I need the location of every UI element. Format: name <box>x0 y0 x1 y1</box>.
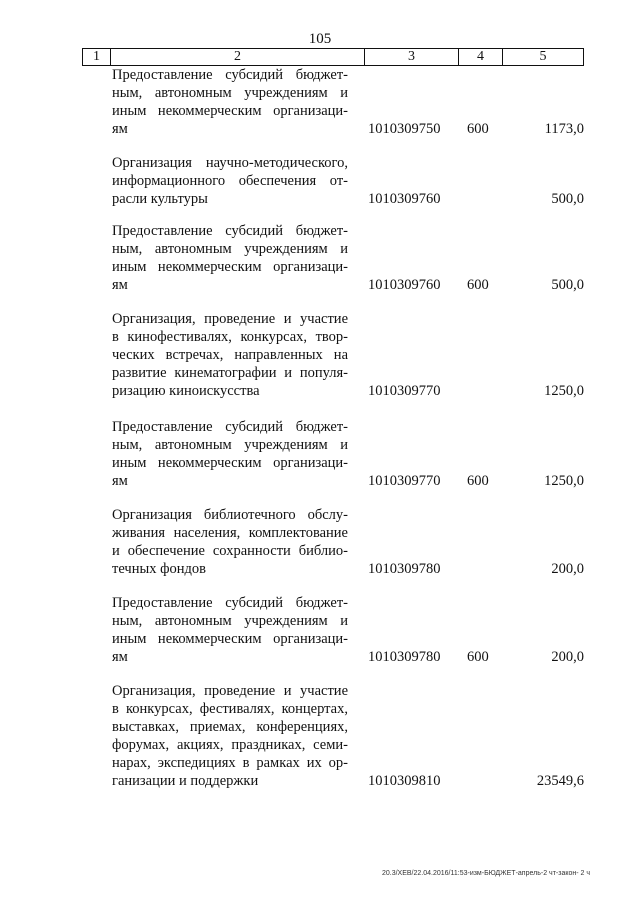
row-description <box>112 682 348 790</box>
description-line: Предоставление субсидий бюджет- <box>112 419 348 435</box>
description-line: ям <box>112 473 128 489</box>
expense-type-code: 600 <box>467 473 489 489</box>
amount-value: 500,0 <box>551 191 584 207</box>
description-line: выставках, приемах, конференциях, <box>112 719 348 735</box>
row-description <box>112 506 348 578</box>
target-code: 1010309770 <box>368 383 441 399</box>
amount-value: 1173,0 <box>544 121 584 137</box>
row-description <box>112 222 348 294</box>
target-code: 1010309750 <box>368 121 441 137</box>
description-line: Организация библиотечного обслу- <box>112 507 348 523</box>
amount-value: 23549,6 <box>536 773 584 789</box>
description-line: течных фондов <box>112 561 206 577</box>
description-line: ческих встречах, направленных на <box>112 347 348 363</box>
page-number: 105 <box>308 31 332 47</box>
description-line: расли культуры <box>112 191 208 207</box>
description-line: в кинофестивалях, конкурсах, твор- <box>112 329 348 345</box>
expense-type-code: 600 <box>467 649 489 665</box>
description-line: ным, автономным учреждениям и <box>112 241 348 257</box>
footer-stamp: 20.3/ХЕВ/22.04.2016/11:53-изм-БЮДЖЕТ-апрель-2 чт-закон- 2 ч <box>381 870 590 877</box>
description-line: развитие кинематографии и популя- <box>112 365 348 381</box>
row-description <box>112 154 348 208</box>
description-line: Организация научно-методического, <box>112 155 348 171</box>
description-line: ным, автономным учреждениям и <box>112 613 348 629</box>
description-line: ным, автономным учреждениям и <box>112 437 348 453</box>
description-line: Предоставление субсидий бюджет- <box>112 223 348 239</box>
amount-value: 500,0 <box>551 277 584 293</box>
description-line: иным некоммерческим организаци- <box>112 103 348 119</box>
column-header-3: 3 <box>365 49 459 65</box>
amount-value: 200,0 <box>551 561 584 577</box>
description-line: Предоставление субсидий бюджет- <box>112 67 348 83</box>
description-line: ям <box>112 121 128 137</box>
column-header-5: 5 <box>539 49 547 64</box>
description-line: и обеспечение сохранности библио- <box>112 543 348 559</box>
expense-type-code: 600 <box>467 121 489 137</box>
row-description <box>112 594 348 666</box>
target-code: 1010309810 <box>368 773 441 789</box>
description-line: ям <box>112 277 128 293</box>
column-header-4: 4 <box>459 49 503 65</box>
target-code: 1010309780 <box>368 561 441 577</box>
description-line: иным некоммерческим организаци- <box>112 631 348 647</box>
description-line: ям <box>112 649 128 665</box>
description-line: живания населения, комплектование <box>112 525 348 541</box>
amount-value: 1250,0 <box>544 473 584 489</box>
expense-type-code: 600 <box>467 277 489 293</box>
table-header <box>82 48 584 66</box>
description-line: ным, автономным учреждениям и <box>112 85 348 101</box>
target-code: 1010309770 <box>368 473 441 489</box>
row-description <box>112 418 348 490</box>
amount-value: 1250,0 <box>544 383 584 399</box>
column-header-1: 1 <box>83 49 111 65</box>
column-header-2: 2 <box>111 49 365 65</box>
row-description <box>112 66 348 138</box>
description-line: иным некоммерческим организаци- <box>112 259 348 275</box>
description-line: в конкурсах, фестивалях, концертах, <box>112 701 348 717</box>
description-line: ганизации и поддержки <box>112 773 259 789</box>
description-line: форумах, акциях, праздниках, семи- <box>112 737 348 753</box>
row-description <box>112 310 348 400</box>
description-line: нарах, экспедициях в рамках их ор- <box>112 755 348 771</box>
description-line: ризацию киноискусства <box>112 383 260 399</box>
amount-value: 200,0 <box>551 649 584 665</box>
description-line: Предоставление субсидий бюджет- <box>112 595 348 611</box>
description-line: информационного обеспечения от- <box>112 173 348 189</box>
target-code: 1010309760 <box>368 277 441 293</box>
target-code: 1010309780 <box>368 649 441 665</box>
target-code: 1010309760 <box>368 191 441 207</box>
description-line: Организация, проведение и участие <box>112 311 348 327</box>
description-line: иным некоммерческим организаци- <box>112 455 348 471</box>
description-line: Организация, проведение и участие <box>112 683 348 699</box>
